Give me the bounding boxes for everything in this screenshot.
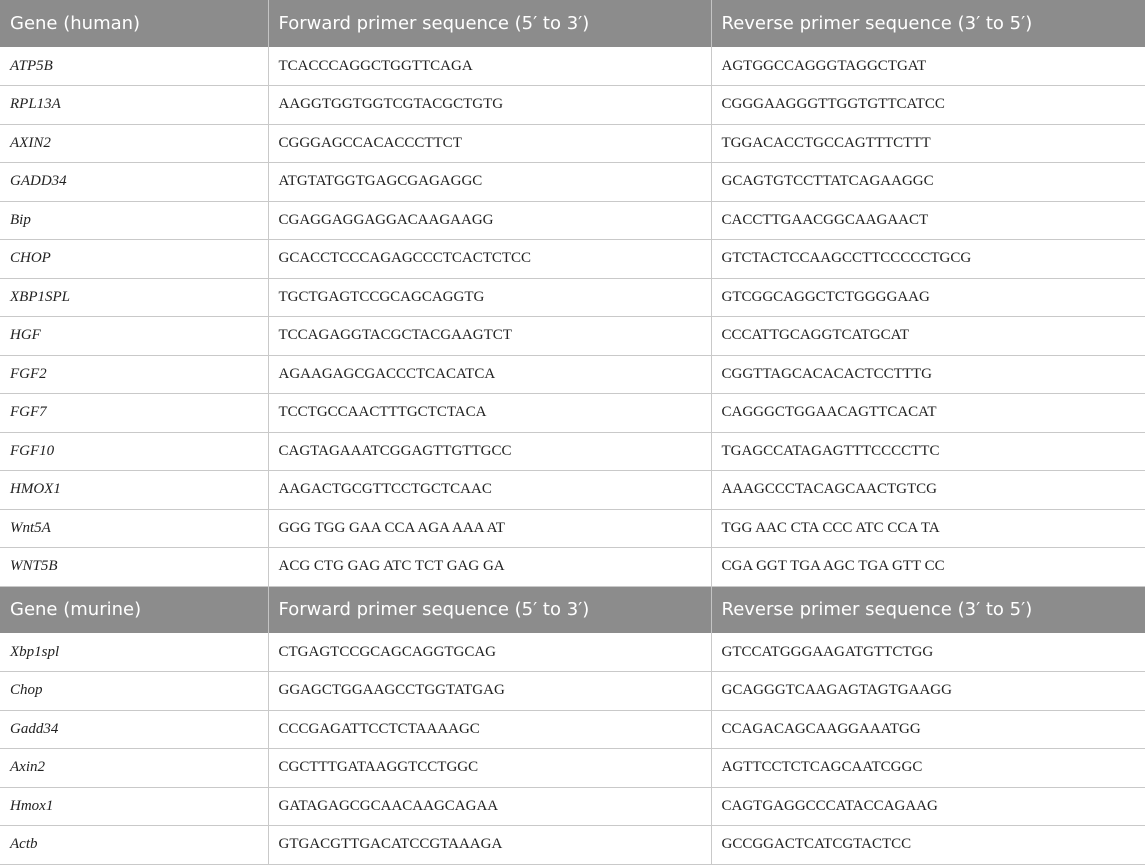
gene-name: WNT5B: [0, 548, 268, 587]
gene-name: RPL13A: [0, 86, 268, 125]
reverse-primer: CGA GGT TGA AGC TGA GTT CC: [711, 548, 1145, 587]
reverse-primer: GTCTACTCCAAGCCTTCCCCCTGCG: [711, 240, 1145, 279]
table-row: [0, 509, 1145, 548]
forward-primer: TCCAGAGGTACGCTACGAAGTCT: [268, 317, 711, 356]
forward-primer: ACG CTG GAG ATC TCT GAG GA: [268, 548, 711, 587]
reverse-primer: CCCATTGCAGGTCATGCAT: [711, 317, 1145, 356]
forward-primer: TCCTGCCAACTTTGCTCTACA: [268, 394, 711, 433]
header-forward-primer: Forward primer sequence (5′ to 3′): [268, 586, 711, 633]
reverse-primer: GTCCATGGGAAGATGTTCTGG: [711, 633, 1145, 672]
reverse-primer: AAAGCCCTACAGCAACTGTCG: [711, 471, 1145, 510]
forward-primer: TGCTGAGTCCGCAGCAGGTG: [268, 278, 711, 317]
table-row: [0, 240, 1145, 279]
header-gene: Gene (murine): [0, 586, 268, 633]
table-row: [0, 124, 1145, 163]
table-row: [0, 432, 1145, 471]
gene-name: GADD34: [0, 163, 268, 202]
reverse-primer: TGGACACCTGCCAGTTTCTTT: [711, 124, 1145, 163]
reverse-primer: TGG AAC CTA CCC ATC CCA TA: [711, 509, 1145, 548]
gene-name: CHOP: [0, 240, 268, 279]
reverse-primer: TGAGCCATAGAGTTTCCCCTTC: [711, 432, 1145, 471]
gene-name: AXIN2: [0, 124, 268, 163]
gene-name: HMOX1: [0, 471, 268, 510]
header-gene: Gene (human): [0, 0, 268, 47]
gene-name: XBP1SPL: [0, 278, 268, 317]
forward-primer: GTGACGTTGACATCCGTAAAGA: [268, 826, 711, 865]
reverse-primer: CCAGACAGCAAGGAAATGG: [711, 710, 1145, 749]
reverse-primer: CAGGGCTGGAACAGTTCACAT: [711, 394, 1145, 433]
table-row: [0, 201, 1145, 240]
table-row: [0, 749, 1145, 788]
gene-name: HGF: [0, 317, 268, 356]
forward-primer: CGAGGAGGAGGACAAGAAGG: [268, 201, 711, 240]
reverse-primer: CGGTTAGCACACACTCCTTTG: [711, 355, 1145, 394]
reverse-primer: CAGTGAGGCCCATACCAGAAG: [711, 787, 1145, 826]
table-row: [0, 633, 1145, 672]
section-header-murine: [0, 586, 1145, 633]
forward-primer: GATAGAGCGCAACAAGCAGAA: [268, 787, 711, 826]
gene-name: FGF10: [0, 432, 268, 471]
forward-primer: AGAAGAGCGACCCTCACATCA: [268, 355, 711, 394]
forward-primer: CCCGAGATTCCTCTAAAAGC: [268, 710, 711, 749]
reverse-primer: AGTTCCTCTCAGCAATCGGC: [711, 749, 1145, 788]
reverse-primer: AGTGGCCAGGGTAGGCTGAT: [711, 47, 1145, 86]
table-row: [0, 86, 1145, 125]
forward-primer: CGCTTTGATAAGGTCCTGGC: [268, 749, 711, 788]
reverse-primer: CACCTTGAACGGCAAGAACT: [711, 201, 1145, 240]
forward-primer: GGG TGG GAA CCA AGA AAA AT: [268, 509, 711, 548]
gene-name: FGF2: [0, 355, 268, 394]
gene-name: Axin2: [0, 749, 268, 788]
table-row: [0, 47, 1145, 86]
reverse-primer: GCAGGGTCAAGAGTAGTGAAGG: [711, 672, 1145, 711]
table-row: [0, 163, 1145, 202]
reverse-primer: GCCGGACTCATCGTACTCC: [711, 826, 1145, 865]
table-row: [0, 710, 1145, 749]
gene-name: Xbp1spl: [0, 633, 268, 672]
forward-primer: ATGTATGGTGAGCGAGAGGC: [268, 163, 711, 202]
reverse-primer: GTCGGCAGGCTCTGGGGAAG: [711, 278, 1145, 317]
forward-primer: GGAGCTGGAAGCCTGGTATGAG: [268, 672, 711, 711]
table-row: [0, 394, 1145, 433]
header-reverse-primer: Reverse primer sequence (3′ to 5′): [711, 586, 1145, 633]
gene-name: Actb: [0, 826, 268, 865]
gene-name: Chop: [0, 672, 268, 711]
gene-name: Hmox1: [0, 787, 268, 826]
forward-primer: AAGACTGCGTTCCTGCTCAAC: [268, 471, 711, 510]
table-row: [0, 471, 1145, 510]
table-row: [0, 548, 1145, 587]
gene-name: Bip: [0, 201, 268, 240]
reverse-primer: GCAGTGTCCTTATCAGAAGGC: [711, 163, 1145, 202]
gene-name: FGF7: [0, 394, 268, 433]
forward-primer: TCACCCAGGCTGGTTCAGA: [268, 47, 711, 86]
table-row: [0, 787, 1145, 826]
header-reverse-primer: Reverse primer sequence (3′ to 5′): [711, 0, 1145, 47]
section-header-human: [0, 0, 1145, 47]
forward-primer: CGGGAGCCACACCCTTCT: [268, 124, 711, 163]
gene-name: ATP5B: [0, 47, 268, 86]
forward-primer: CAGTAGAAATCGGAGTTGTTGCC: [268, 432, 711, 471]
header-forward-primer: Forward primer sequence (5′ to 3′): [268, 0, 711, 47]
table-row: [0, 317, 1145, 356]
table-row: [0, 826, 1145, 865]
forward-primer: AAGGTGGTGGTCGTACGCTGTG: [268, 86, 711, 125]
forward-primer: GCACCTCCCAGAGCCCTCACTCTCC: [268, 240, 711, 279]
gene-name: Gadd34: [0, 710, 268, 749]
table-row: [0, 278, 1145, 317]
reverse-primer: CGGGAAGGGTTGGTGTTCATCC: [711, 86, 1145, 125]
forward-primer: CTGAGTCCGCAGCAGGTGCAG: [268, 633, 711, 672]
table-row: [0, 672, 1145, 711]
gene-name: Wnt5A: [0, 509, 268, 548]
table-row: [0, 355, 1145, 394]
